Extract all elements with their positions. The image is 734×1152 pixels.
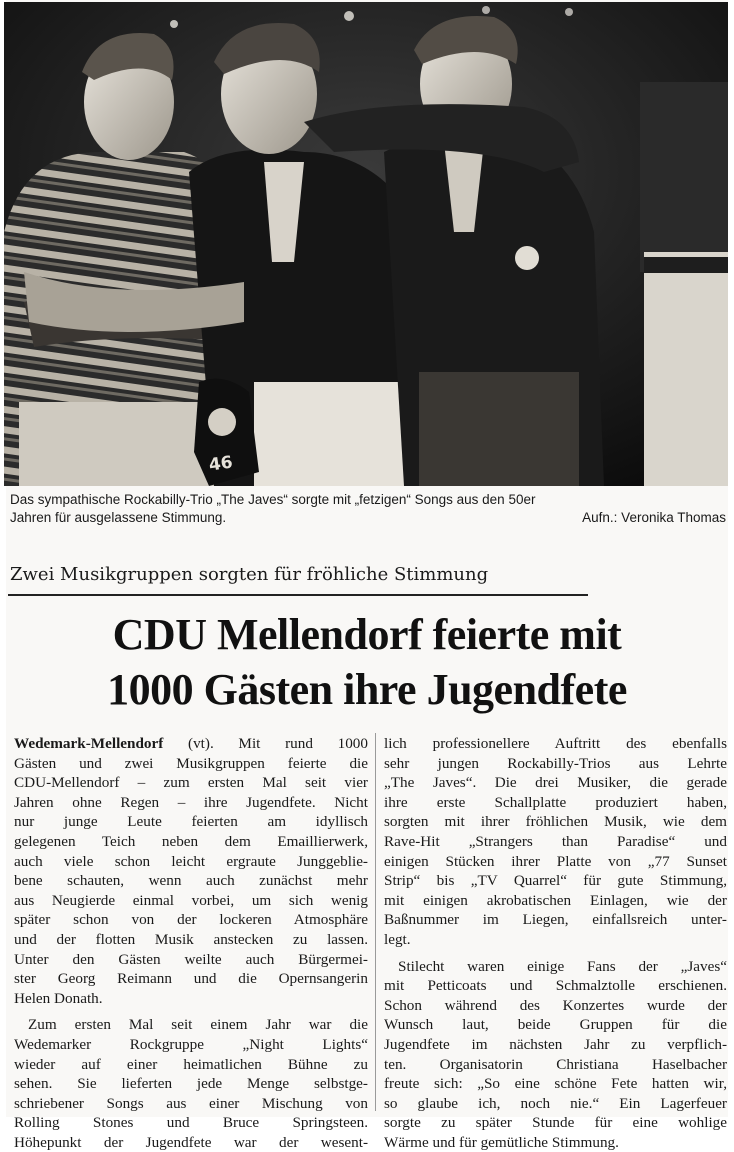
article-line: Höhepunkt der Jugendfete war der wesent- [14,1133,368,1151]
article-line: Baßnummer im Liegen, einfallsreich unter- [384,911,727,929]
article-line: sehr jungen Rockabilly-Trios aus Lehrte [384,754,727,772]
article-line: Jugendfete im nächsten Jahr zu verpflich- [384,1035,727,1053]
headline-line-1: CDU Mellendorf feierte mit [112,610,622,659]
article-line: Jahren ohne Regen – ihre Jugendfete. Nicht [14,793,368,811]
article-line: Stilecht waren einige Fans der „Javes“ [398,957,727,975]
paragraph-gap [14,1008,368,1015]
article-line: ten. Organisatorin Christiana Haselbacher [384,1055,727,1073]
article-line: sorgten mit ihrer fröhlichen Musik, wie dem [384,813,727,831]
article-line: Strip“ bis „TV Quarrel“ für gute Stimmung, [384,872,727,890]
article-line: mit Petticoats und Schmalztolle erschienen. [384,977,727,995]
main-headline [0,607,734,717]
article-line: Gästen und zwei Musikgruppen feierte die [14,754,368,772]
caption-line-1: Das sympathische Rockabilly-Trio „The Javes“ sorgte mit „fetzigen“ Songs aus den 50er [10,492,536,507]
article-line: wieder auf einer heimatlichen Bühne zu [14,1055,368,1073]
band-photo [4,2,728,486]
article-line: ster Georg Reimann und die Opernsangerin [14,970,368,988]
jacket-number: 46 [207,452,234,476]
article-line: Wunsch laut, beide Gruppen für die [384,1016,727,1034]
article-line: auch viele schon leicht ergraute Junggeblie- [14,852,368,870]
article-column-left [14,734,368,1152]
article-line: Unter den Gästen weilte auch Bürgermei- [14,950,368,968]
article-line: nur junge Leute feierten am idyllisch [14,813,368,831]
article-line: legt. [384,930,411,948]
photo-caption [10,491,726,527]
article-line: und der flotten Musik anstecken zu lassen. [14,930,368,948]
article-line: lich professionellere Auftritt des ebenfalls [384,735,727,752]
kicker-headline: Zwei Musikgruppen sorgten für fröhliche Stimmung [10,564,489,585]
caption-row-2 [10,509,726,527]
article-line: einigen Stücken ihrer Platte von „77 Sunset [384,852,727,870]
caption-line-2: Jahren für ausgelassene Stimmung. [10,510,227,525]
article-line: Rave-Hit „Strangers than Paradise“ und [384,832,727,850]
article-line: Helen Donath. [14,989,103,1007]
article-line: gelegenen Teich neben dem Emaillierwerk, [14,832,368,850]
article-line [14,734,368,754]
article-line: Rolling Stones und Bruce Springsteen. [14,1114,368,1132]
article-line: sorgte zu später Stunde für eine wohlige [384,1114,727,1132]
article-column-right [384,734,727,1152]
article-line: so glaube ich, noch nie.“ Ein Lagerfeuer [384,1094,727,1112]
article-line: mit einigen akrobatischen Einlagen, wie der [384,891,727,909]
article-line: später schon von der lockeren Atmosphäre [14,911,368,929]
article-line: Zum ersten Mal seit einem Jahr war die [28,1016,368,1034]
kicker-underline [8,594,588,596]
article-line: Schon während des Konzertes wurde der [384,996,727,1014]
article-line: CDU-Mellendorf – zum ersten Mal seit vier [14,774,368,792]
dateline: Wedemark-Mellendorf [14,735,164,752]
article-line: freute sich: „So eine schöne Fete hatten wir, [384,1075,727,1093]
photo-icon [4,2,728,486]
article-line: Wedemarker Rockgruppe „Night Lights“ [14,1035,368,1053]
article-line: ihre erste Schallplatte produziert haben, [384,793,727,811]
article-line: aus Neugierde einmal vorbei, um sich wenig [14,891,368,909]
article-line: bene schauten, wenn auch zunächst mehr [14,872,368,890]
column-divider [375,733,376,1111]
article-line: Wärme und für gemütliche Stimmung. [384,1133,619,1151]
article-text: (vt). Mit rund 1000 [163,735,368,752]
article-line: „The Javes“. Die drei Musiker, die gerade [384,774,727,792]
article-line: schriebener Songs aus einer Mischung von [14,1094,368,1112]
headline-line-2: 1000 Gästen ihre Jugendfete [107,665,627,714]
article-line: sehen. Sie lieferten jede Menge selbstge- [14,1075,368,1093]
paragraph-gap [384,950,727,957]
photo-credit: Aufn.: Veronika Thomas [582,510,726,525]
